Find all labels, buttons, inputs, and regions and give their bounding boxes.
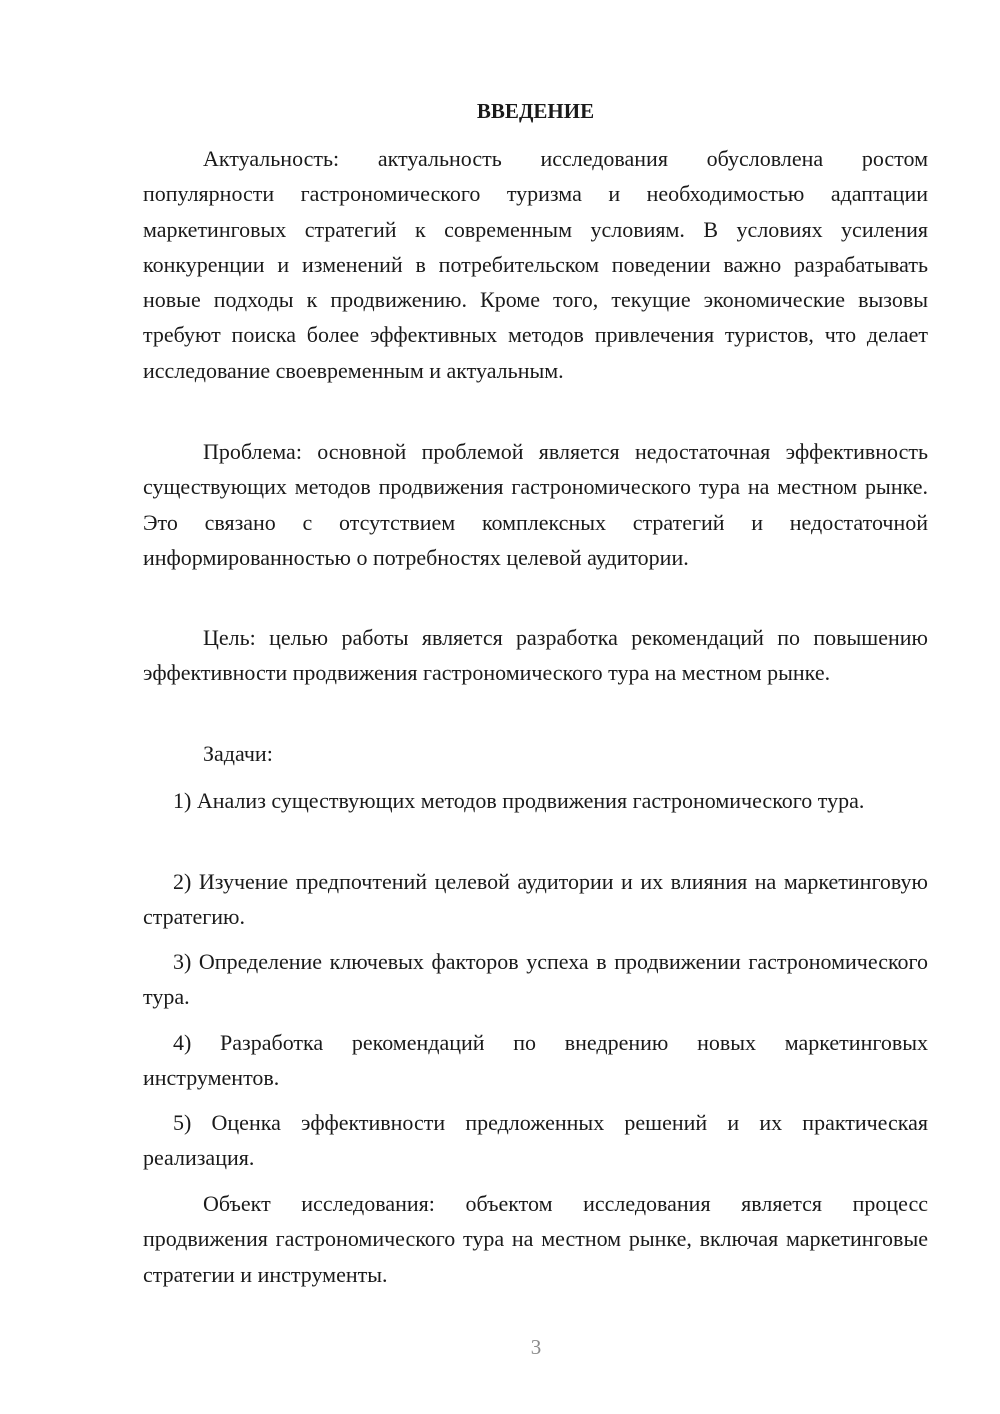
tasks-label: Задачи: <box>203 741 273 766</box>
problem-paragraph: Проблема: основной проблемой является недостаточная эффективность существующих методов продвижения гастрономического тура на местном рынке. Это связано с отсутствием комплексных стратегий и недостаточной информированностью о потребностях целевой аудитории. <box>143 439 928 570</box>
task-item-4: 4) Разработка рекомендаций по внедрению новых маркетинговых инструментов. <box>143 1030 928 1091</box>
task-item-1: 1) Анализ существующих методов продвижения гастрономического тура. <box>173 788 865 813</box>
task-item-5: 5) Оценка эффективности предложенных решений и их практическая реализация. <box>143 1110 928 1171</box>
page-number: 3 <box>530 1335 542 1359</box>
relevance-paragraph: Актуальность: актуальность исследования обусловлена ростом популярности гастрономического туризма и необходимостью адаптации маркетинговых стратегий к современным условиям. В условиях усиления конкуренции и изменений в потребительском поведении важно разрабатывать новые подходы к продвижению. Кроме того, текущие экономические вызовы требуют поиска более эффективных методов привлечения туристов, что делает исследование своевременным и актуальным. <box>143 146 928 383</box>
goal-paragraph: Цель: целью работы является разработка рекомендаций по повышению эффективности продвижения гастрономического тура на местном рынке. <box>143 625 928 686</box>
task-item-3: 3) Определение ключевых факторов успеха в продвижении гастрономического тура. <box>143 949 928 1010</box>
object-paragraph: Объект исследования: объектом исследования является процесс продвижения гастрономического тура на местном рынке, включая маркетинговые стратегии и инструменты. <box>143 1191 928 1287</box>
section-heading: ВВЕДЕНИЕ <box>476 99 595 123</box>
task-item-2: 2) Изучение предпочтений целевой аудитории и их влияния на маркетинговую стратегию. <box>143 869 928 930</box>
